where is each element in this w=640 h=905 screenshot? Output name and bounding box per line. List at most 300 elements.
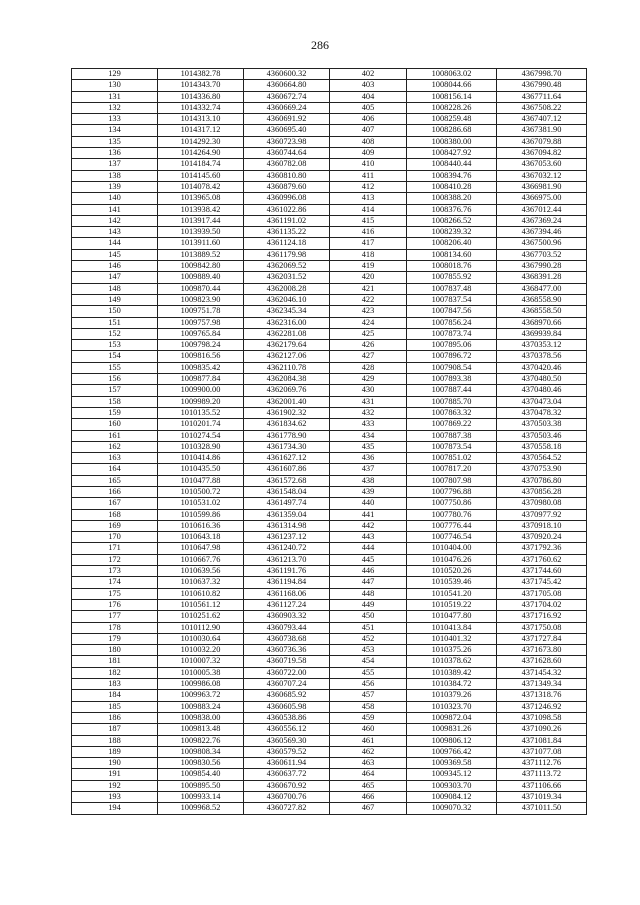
table-cell-x-coordinate: 1009766.42: [407, 746, 497, 757]
table-cell-x-coordinate: 1010500.72: [158, 486, 244, 497]
table-row: [72, 622, 587, 633]
table-cell-y-coordinate: 4361127.24: [244, 599, 330, 610]
table-cell-x-coordinate: 1010414.86: [158, 453, 244, 464]
table-cell-y-coordinate: 4361607.86: [244, 464, 330, 475]
table-cell-point-number: 448: [330, 588, 407, 599]
table-cell-x-coordinate: 1010375.26: [407, 645, 497, 656]
table-cell-x-coordinate: 1010539.46: [407, 577, 497, 588]
table-cell-x-coordinate: 1010379.26: [407, 690, 497, 701]
table-cell-point-number: 403: [330, 80, 407, 91]
table-cell-y-coordinate: 4370786.80: [497, 475, 587, 486]
table-cell-x-coordinate: 1009757.98: [158, 317, 244, 328]
table-row: [72, 577, 587, 588]
table-row: [72, 91, 587, 102]
table-cell-point-number: 419: [330, 261, 407, 272]
table-cell-y-coordinate: 4367394.46: [497, 227, 587, 238]
table-row: [72, 453, 587, 464]
table-cell-y-coordinate: 4367369.24: [497, 215, 587, 226]
table-row: [72, 181, 587, 192]
table-cell-y-coordinate: 4360727.82: [244, 803, 330, 814]
table-cell-point-number: 431: [330, 396, 407, 407]
table-cell-x-coordinate: 1010005.38: [158, 667, 244, 678]
table-cell-point-number: 463: [330, 758, 407, 769]
table-cell-point-number: 414: [330, 204, 407, 215]
table-cell-point-number: 186: [72, 712, 158, 723]
table-cell-x-coordinate: 1007887.38: [407, 430, 497, 441]
table-cell-point-number: 440: [330, 498, 407, 509]
table-cell-point-number: 410: [330, 159, 407, 170]
table-cell-x-coordinate: 1009986.08: [158, 679, 244, 690]
table-row: [72, 509, 587, 520]
table-row: [72, 498, 587, 509]
table-row: [72, 204, 587, 215]
table-cell-x-coordinate: 1013889.52: [158, 249, 244, 260]
table-cell-y-coordinate: 4367094.82: [497, 148, 587, 159]
table-cell-x-coordinate: 1008228.26: [407, 102, 497, 113]
table-cell-y-coordinate: 4370480.46: [497, 385, 587, 396]
table-cell-x-coordinate: 1014343.70: [158, 80, 244, 91]
table-cell-point-number: 411: [330, 170, 407, 181]
table-row: [72, 238, 587, 249]
table-cell-y-coordinate: 4371705.08: [497, 588, 587, 599]
table-row: [72, 430, 587, 441]
table-cell-x-coordinate: 1010135.52: [158, 407, 244, 418]
table-cell-point-number: 175: [72, 588, 158, 599]
table-cell-point-number: 425: [330, 328, 407, 339]
table-cell-x-coordinate: 1014145.60: [158, 170, 244, 181]
table-cell-x-coordinate: 1009830.56: [158, 758, 244, 769]
table-cell-point-number: 187: [72, 724, 158, 735]
table-cell-y-coordinate: 4367032.12: [497, 170, 587, 181]
table-cell-point-number: 185: [72, 701, 158, 712]
table-row: [72, 148, 587, 159]
table-row: [72, 272, 587, 283]
table-cell-point-number: 141: [72, 204, 158, 215]
table-cell-y-coordinate: 4367711.64: [497, 91, 587, 102]
table-cell-point-number: 147: [72, 272, 158, 283]
table-cell-x-coordinate: 1008388.20: [407, 193, 497, 204]
table-cell-x-coordinate: 1008259.48: [407, 114, 497, 125]
table-cell-y-coordinate: 4360723.98: [244, 136, 330, 147]
table-cell-y-coordinate: 4360736.36: [244, 645, 330, 656]
table-cell-y-coordinate: 4371011.50: [497, 803, 587, 814]
table-cell-y-coordinate: 4360996.08: [244, 193, 330, 204]
table-cell-x-coordinate: 1010323.70: [407, 701, 497, 712]
table-cell-y-coordinate: 4370503.46: [497, 430, 587, 441]
table-cell-point-number: 137: [72, 159, 158, 170]
table-cell-y-coordinate: 4360538.86: [244, 712, 330, 723]
table-cell-y-coordinate: 4361778.90: [244, 430, 330, 441]
table-cell-x-coordinate: 1009369.58: [407, 758, 497, 769]
table-row: [72, 486, 587, 497]
table-cell-y-coordinate: 4360637.72: [244, 769, 330, 780]
table-cell-x-coordinate: 1008286.68: [407, 125, 497, 136]
table-cell-point-number: 416: [330, 227, 407, 238]
table-cell-point-number: 430: [330, 385, 407, 396]
table-row: [72, 328, 587, 339]
table-cell-y-coordinate: 4367407.12: [497, 114, 587, 125]
table-cell-point-number: 421: [330, 283, 407, 294]
table-cell-x-coordinate: 1008156.14: [407, 91, 497, 102]
table-cell-y-coordinate: 4362179.64: [244, 340, 330, 351]
table-cell-x-coordinate: 1010477.80: [407, 611, 497, 622]
table-cell-y-coordinate: 4361022.86: [244, 204, 330, 215]
table-cell-x-coordinate: 1010328.90: [158, 441, 244, 452]
table-row: [72, 385, 587, 396]
table-cell-x-coordinate: 1008427.92: [407, 148, 497, 159]
table-cell-point-number: 464: [330, 769, 407, 780]
table-cell-point-number: 465: [330, 780, 407, 791]
table-cell-point-number: 173: [72, 566, 158, 577]
table-cell-y-coordinate: 4370480.50: [497, 374, 587, 385]
table-cell-x-coordinate: 1009345.12: [407, 769, 497, 780]
table-cell-point-number: 189: [72, 746, 158, 757]
table-cell-point-number: 406: [330, 114, 407, 125]
table-cell-y-coordinate: 4360611.94: [244, 758, 330, 769]
table-cell-x-coordinate: 1009816.56: [158, 351, 244, 362]
table-row: [72, 170, 587, 181]
table-cell-x-coordinate: 1013939.50: [158, 227, 244, 238]
table-cell-point-number: 426: [330, 340, 407, 351]
table-cell-point-number: 159: [72, 407, 158, 418]
table-cell-x-coordinate: 1007837.48: [407, 283, 497, 294]
table-cell-point-number: 155: [72, 362, 158, 373]
table-row: [72, 712, 587, 723]
table-row: [72, 588, 587, 599]
table-cell-y-coordinate: 4369939.84: [497, 328, 587, 339]
table-cell-y-coordinate: 4371246.92: [497, 701, 587, 712]
table-cell-point-number: 455: [330, 667, 407, 678]
table-cell-x-coordinate: 1010639.56: [158, 566, 244, 577]
table-cell-point-number: 140: [72, 193, 158, 204]
table-cell-y-coordinate: 4361627.12: [244, 453, 330, 464]
table-cell-y-coordinate: 4371106.66: [497, 780, 587, 791]
table-cell-y-coordinate: 4371112.76: [497, 758, 587, 769]
table-cell-point-number: 167: [72, 498, 158, 509]
table-cell-x-coordinate: 1010112.90: [158, 622, 244, 633]
table-cell-point-number: 176: [72, 599, 158, 610]
table-cell-y-coordinate: 4361359.04: [244, 509, 330, 520]
table-cell-y-coordinate: 4361572.68: [244, 475, 330, 486]
table-cell-x-coordinate: 1009900.00: [158, 385, 244, 396]
table-row: [72, 690, 587, 701]
table-cell-x-coordinate: 1008266.52: [407, 215, 497, 226]
table-row: [72, 193, 587, 204]
table-cell-y-coordinate: 4370353.12: [497, 340, 587, 351]
table-cell-x-coordinate: 1010413.84: [407, 622, 497, 633]
table-cell-y-coordinate: 4371716.92: [497, 611, 587, 622]
table-cell-y-coordinate: 4360600.32: [244, 69, 330, 80]
table-cell-point-number: 449: [330, 599, 407, 610]
table-cell-point-number: 417: [330, 238, 407, 249]
table-cell-y-coordinate: 4360669.24: [244, 102, 330, 113]
table-cell-y-coordinate: 4361191.02: [244, 215, 330, 226]
table-cell-point-number: 438: [330, 475, 407, 486]
table-cell-x-coordinate: 1009963.72: [158, 690, 244, 701]
table-cell-x-coordinate: 1010647.98: [158, 543, 244, 554]
table-row: [72, 261, 587, 272]
table-cell-point-number: 435: [330, 441, 407, 452]
table-cell-point-number: 418: [330, 249, 407, 260]
table-cell-y-coordinate: 4370378.56: [497, 351, 587, 362]
table-row: [72, 769, 587, 780]
table-cell-x-coordinate: 1007750.86: [407, 498, 497, 509]
table-cell-point-number: 184: [72, 690, 158, 701]
table-cell-y-coordinate: 4368391.28: [497, 272, 587, 283]
table-cell-x-coordinate: 1009838.00: [158, 712, 244, 723]
table-cell-x-coordinate: 1007896.72: [407, 351, 497, 362]
table-cell-point-number: 193: [72, 792, 158, 803]
coordinates-table-body: [72, 69, 587, 815]
table-cell-y-coordinate: 4360738.68: [244, 633, 330, 644]
table-cell-point-number: 150: [72, 306, 158, 317]
table-cell-point-number: 178: [72, 622, 158, 633]
table-row: [72, 136, 587, 147]
table-cell-x-coordinate: 1010667.76: [158, 554, 244, 565]
table-cell-y-coordinate: 4370918.10: [497, 520, 587, 531]
table-cell-x-coordinate: 1007847.56: [407, 306, 497, 317]
table-cell-y-coordinate: 4371318.76: [497, 690, 587, 701]
table-cell-y-coordinate: 4370420.46: [497, 362, 587, 373]
table-row: [72, 69, 587, 80]
table-row: [72, 656, 587, 667]
table-cell-x-coordinate: 1008376.76: [407, 204, 497, 215]
table-cell-point-number: 142: [72, 215, 158, 226]
table-row: [72, 317, 587, 328]
table-cell-point-number: 151: [72, 317, 158, 328]
table-cell-y-coordinate: 4360810.80: [244, 170, 330, 181]
table-cell-y-coordinate: 4362316.00: [244, 317, 330, 328]
table-cell-point-number: 456: [330, 679, 407, 690]
table-row: [72, 283, 587, 294]
table-cell-x-coordinate: 1007856.24: [407, 317, 497, 328]
table-cell-point-number: 156: [72, 374, 158, 385]
table-cell-y-coordinate: 4370503.38: [497, 419, 587, 430]
table-cell-y-coordinate: 4370980.08: [497, 498, 587, 509]
table-cell-x-coordinate: 1009813.48: [158, 724, 244, 735]
table-cell-x-coordinate: 1013911.60: [158, 238, 244, 249]
table-row: [72, 701, 587, 712]
table-cell-y-coordinate: 4367703.52: [497, 249, 587, 260]
table-cell-y-coordinate: 4371454.32: [497, 667, 587, 678]
table-cell-point-number: 432: [330, 407, 407, 418]
table-cell-point-number: 451: [330, 622, 407, 633]
table-cell-point-number: 408: [330, 136, 407, 147]
table-cell-point-number: 462: [330, 746, 407, 757]
table-cell-point-number: 182: [72, 667, 158, 678]
table-cell-point-number: 460: [330, 724, 407, 735]
table-cell-point-number: 131: [72, 91, 158, 102]
table-cell-point-number: 433: [330, 419, 407, 430]
table-cell-y-coordinate: 4360579.52: [244, 746, 330, 757]
table-cell-point-number: 429: [330, 374, 407, 385]
table-cell-y-coordinate: 4367500.96: [497, 238, 587, 249]
table-cell-y-coordinate: 4368558.50: [497, 306, 587, 317]
table-cell-y-coordinate: 4361124.18: [244, 238, 330, 249]
table-cell-x-coordinate: 1009895.50: [158, 780, 244, 791]
table-cell-point-number: 457: [330, 690, 407, 701]
table-cell-x-coordinate: 1007746.54: [407, 532, 497, 543]
table-cell-point-number: 454: [330, 656, 407, 667]
table-cell-x-coordinate: 1014313.10: [158, 114, 244, 125]
table-cell-point-number: 145: [72, 249, 158, 260]
table-cell-point-number: 423: [330, 306, 407, 317]
table-cell-x-coordinate: 1009084.12: [407, 792, 497, 803]
table-cell-x-coordinate: 1008394.76: [407, 170, 497, 181]
table-cell-x-coordinate: 1008063.02: [407, 69, 497, 80]
table-cell-y-coordinate: 4370558.18: [497, 441, 587, 452]
table-cell-point-number: 134: [72, 125, 158, 136]
table-cell-y-coordinate: 4371081.84: [497, 735, 587, 746]
table-cell-point-number: 183: [72, 679, 158, 690]
table-cell-point-number: 420: [330, 272, 407, 283]
table-cell-point-number: 136: [72, 148, 158, 159]
table-cell-y-coordinate: 4360700.76: [244, 792, 330, 803]
table-cell-point-number: 170: [72, 532, 158, 543]
table-cell-y-coordinate: 4371760.62: [497, 554, 587, 565]
table-cell-x-coordinate: 1009835.42: [158, 362, 244, 373]
table-cell-y-coordinate: 4360744.64: [244, 148, 330, 159]
table-cell-x-coordinate: 1010251.62: [158, 611, 244, 622]
table-row: [72, 599, 587, 610]
table-cell-x-coordinate: 1007908.54: [407, 362, 497, 373]
table-cell-x-coordinate: 1010643.18: [158, 532, 244, 543]
table-cell-y-coordinate: 4360670.92: [244, 780, 330, 791]
table-cell-point-number: 153: [72, 340, 158, 351]
table-cell-point-number: 405: [330, 102, 407, 113]
table-cell-point-number: 444: [330, 543, 407, 554]
table-cell-y-coordinate: 4368970.66: [497, 317, 587, 328]
table-cell-point-number: 179: [72, 633, 158, 644]
table-row: [72, 803, 587, 814]
table-cell-x-coordinate: 1009989.20: [158, 396, 244, 407]
table-row: [72, 679, 587, 690]
table-cell-point-number: 443: [330, 532, 407, 543]
table-cell-x-coordinate: 1010384.72: [407, 679, 497, 690]
table-cell-y-coordinate: 4371673.80: [497, 645, 587, 656]
table-cell-point-number: 132: [72, 102, 158, 113]
table-cell-x-coordinate: 1009831.26: [407, 724, 497, 735]
table-cell-y-coordinate: 4362281.08: [244, 328, 330, 339]
table-cell-y-coordinate: 4367990.28: [497, 261, 587, 272]
table-row: [72, 520, 587, 531]
table-cell-x-coordinate: 1009854.40: [158, 769, 244, 780]
table-cell-y-coordinate: 4360879.60: [244, 181, 330, 192]
table-row: [72, 464, 587, 475]
table-cell-x-coordinate: 1009822.76: [158, 735, 244, 746]
table-cell-point-number: 133: [72, 114, 158, 125]
table-cell-x-coordinate: 1010637.32: [158, 577, 244, 588]
table-cell-y-coordinate: 4367508.22: [497, 102, 587, 113]
table-row: [72, 475, 587, 486]
table-cell-point-number: 160: [72, 419, 158, 430]
table-cell-point-number: 135: [72, 136, 158, 147]
table-cell-x-coordinate: 1010477.88: [158, 475, 244, 486]
table-row: [72, 746, 587, 757]
table-cell-x-coordinate: 1010401.32: [407, 633, 497, 644]
table-cell-point-number: 174: [72, 577, 158, 588]
table-cell-point-number: 158: [72, 396, 158, 407]
table-cell-x-coordinate: 1008410.28: [407, 181, 497, 192]
table-cell-x-coordinate: 1010476.26: [407, 554, 497, 565]
table-cell-x-coordinate: 1014317.12: [158, 125, 244, 136]
table-row: [72, 419, 587, 430]
table-row: [72, 633, 587, 644]
table-cell-y-coordinate: 4371349.34: [497, 679, 587, 690]
table-cell-point-number: 154: [72, 351, 158, 362]
table-row: [72, 792, 587, 803]
table-cell-x-coordinate: 1010378.62: [407, 656, 497, 667]
table-cell-y-coordinate: 4367012.44: [497, 204, 587, 215]
table-cell-y-coordinate: 4360691.92: [244, 114, 330, 125]
table-cell-point-number: 149: [72, 294, 158, 305]
table-cell-y-coordinate: 4361179.98: [244, 249, 330, 260]
table-row: [72, 554, 587, 565]
table-cell-x-coordinate: 1009303.70: [407, 780, 497, 791]
table-cell-point-number: 402: [330, 69, 407, 80]
table-cell-x-coordinate: 1008134.60: [407, 249, 497, 260]
table-cell-point-number: 192: [72, 780, 158, 791]
table-cell-y-coordinate: 4362084.38: [244, 374, 330, 385]
table-row: [72, 532, 587, 543]
table-cell-y-coordinate: 4360569.30: [244, 735, 330, 746]
table-row: [72, 735, 587, 746]
table-cell-point-number: 450: [330, 611, 407, 622]
table-cell-point-number: 424: [330, 317, 407, 328]
table-row: [72, 543, 587, 554]
table-cell-y-coordinate: 4370564.52: [497, 453, 587, 464]
table-cell-y-coordinate: 4371750.08: [497, 622, 587, 633]
table-cell-x-coordinate: 1007837.54: [407, 294, 497, 305]
table-cell-x-coordinate: 1014078.42: [158, 181, 244, 192]
table-cell-x-coordinate: 1010616.36: [158, 520, 244, 531]
table-cell-point-number: 439: [330, 486, 407, 497]
table-cell-x-coordinate: 1007776.44: [407, 520, 497, 531]
table-cell-x-coordinate: 1014264.90: [158, 148, 244, 159]
table-row: [72, 780, 587, 791]
table-cell-x-coordinate: 1010274.54: [158, 430, 244, 441]
table-cell-point-number: 171: [72, 543, 158, 554]
table-cell-x-coordinate: 1013938.42: [158, 204, 244, 215]
table-cell-y-coordinate: 4371704.02: [497, 599, 587, 610]
table-cell-x-coordinate: 1010032.20: [158, 645, 244, 656]
table-cell-point-number: 146: [72, 261, 158, 272]
table-row: [72, 227, 587, 238]
table-cell-point-number: 434: [330, 430, 407, 441]
table-cell-x-coordinate: 1009070.32: [407, 803, 497, 814]
table-cell-y-coordinate: 4360793.44: [244, 622, 330, 633]
table-row: [72, 125, 587, 136]
table-row: [72, 645, 587, 656]
table-cell-y-coordinate: 4361902.32: [244, 407, 330, 418]
table-cell-y-coordinate: 4361314.98: [244, 520, 330, 531]
table-cell-point-number: 152: [72, 328, 158, 339]
table-cell-x-coordinate: 1009872.04: [407, 712, 497, 723]
table-cell-point-number: 428: [330, 362, 407, 373]
table-cell-x-coordinate: 1014184.74: [158, 159, 244, 170]
table-cell-point-number: 194: [72, 803, 158, 814]
table-cell-x-coordinate: 1007796.88: [407, 486, 497, 497]
table-cell-y-coordinate: 4362345.34: [244, 306, 330, 317]
table-cell-x-coordinate: 1010007.32: [158, 656, 244, 667]
table-cell-y-coordinate: 4360707.24: [244, 679, 330, 690]
table-cell-point-number: 168: [72, 509, 158, 520]
table-row: [72, 611, 587, 622]
table-row: [72, 374, 587, 385]
table-cell-x-coordinate: 1007855.92: [407, 272, 497, 283]
table-cell-y-coordinate: 4367998.70: [497, 69, 587, 80]
table-cell-point-number: 409: [330, 148, 407, 159]
